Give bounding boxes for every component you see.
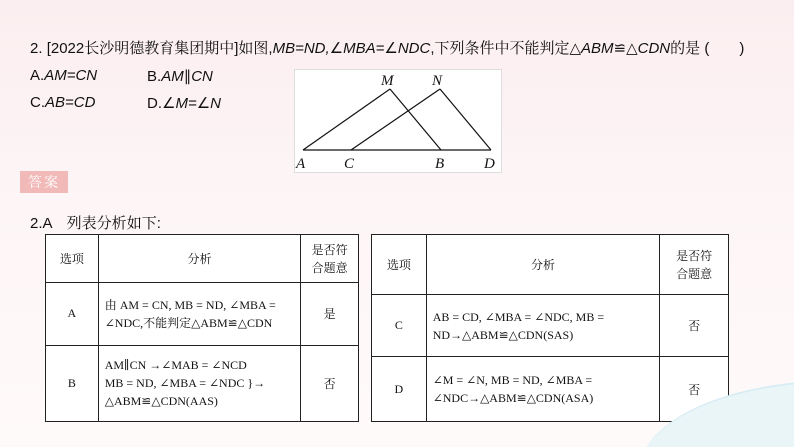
segment-mb <box>390 89 441 150</box>
option-c-label: C. <box>30 94 45 111</box>
option-d-text: ∠M=∠N <box>162 95 221 112</box>
question-target: △ABM≌△CDN <box>569 40 671 57</box>
col-ok: 是否符合题意 <box>660 235 729 295</box>
row-result: 否 <box>660 295 729 357</box>
question-number: 2. <box>30 40 43 57</box>
row-result: 否 <box>660 357 729 422</box>
geometry-figure <box>294 69 502 173</box>
row-analysis <box>426 295 660 357</box>
table-row <box>46 283 359 345</box>
analysis-line: ∠M = ∠N, MB = ND, ∠MBA = <box>432 373 593 387</box>
table-row <box>46 345 359 421</box>
segment-nd <box>440 89 491 150</box>
col-option: 选项 <box>46 235 99 283</box>
col-analysis: 分析 <box>98 235 300 283</box>
analysis-line: AB = CD, ∠MBA = ∠NDC, MB = <box>432 309 605 324</box>
label-n: N <box>432 73 443 89</box>
solution-line: 2.A 列表分析如下: <box>30 215 161 232</box>
option-b-label: B. <box>147 68 162 85</box>
analysis-table-left <box>45 234 359 422</box>
option-a-label: A. <box>30 67 45 84</box>
option-c-text: AB=CD <box>45 94 96 111</box>
analysis-table-right <box>371 234 729 422</box>
analysis-line: ∠NDC,不能判定△ABM≌△CDN <box>104 315 273 330</box>
label-a: A <box>296 156 306 172</box>
segment-am <box>303 89 390 150</box>
analysis-line: MB = ND, ∠MBA = ∠NDC }→ <box>104 376 266 391</box>
row-result: 否 <box>301 345 359 421</box>
table-header-row <box>46 235 359 283</box>
analysis-line: ∠NDC→△ABM≌△CDN(ASA) <box>432 391 594 405</box>
col-option: 选项 <box>372 235 427 295</box>
analysis-line: AM∥CN →∠MAB = ∠NCD <box>104 358 247 373</box>
col-analysis: 分析 <box>426 235 660 295</box>
option-b[interactable] <box>147 67 213 85</box>
analysis-line: △ABM≌△CDN(AAS) <box>104 394 218 409</box>
col-ok: 是否符合题意 <box>301 235 359 283</box>
label-d: D <box>484 156 495 172</box>
table-row <box>372 357 729 422</box>
question-stem <box>30 37 770 58</box>
answer-paren: ( ) <box>704 40 745 57</box>
option-b-text: AM∥CN <box>161 68 213 85</box>
row-analysis <box>98 345 300 421</box>
option-c[interactable] <box>30 94 95 111</box>
label-c: C <box>344 156 355 172</box>
option-a-text: AM=CN <box>44 67 98 84</box>
triangle-diagram <box>295 70 503 174</box>
table-header-row <box>372 235 729 295</box>
row-result: 是 <box>301 283 359 345</box>
question-given: MB=ND,∠MBA=∠NDC <box>272 40 431 57</box>
row-analysis <box>426 357 660 422</box>
option-d-label: D. <box>147 95 162 112</box>
row-option: C <box>372 295 427 357</box>
table-row <box>372 295 729 357</box>
answer-badge: 答案 <box>20 171 68 193</box>
question-stem-prefix: 如图, <box>238 40 273 57</box>
segment-cn <box>351 89 440 150</box>
label-m: M <box>381 73 394 89</box>
row-analysis <box>98 283 300 345</box>
question-stem-suffix: ,下列条件中不能判定 <box>430 40 570 57</box>
question-source: [2022长沙明德教育集团期中] <box>46 40 239 57</box>
row-option: B <box>46 345 99 421</box>
label-b: B <box>435 156 445 172</box>
analysis-line: ND→△ABM≌△CDN(SAS) <box>432 327 574 342</box>
analysis-line: 由 AM = CN, MB = ND, ∠MBA = <box>104 297 276 312</box>
row-option: A <box>46 283 99 345</box>
row-option: D <box>372 357 427 422</box>
option-a[interactable] <box>30 67 97 84</box>
option-d[interactable] <box>147 94 221 112</box>
question-stem-end: 的是 <box>670 40 701 57</box>
